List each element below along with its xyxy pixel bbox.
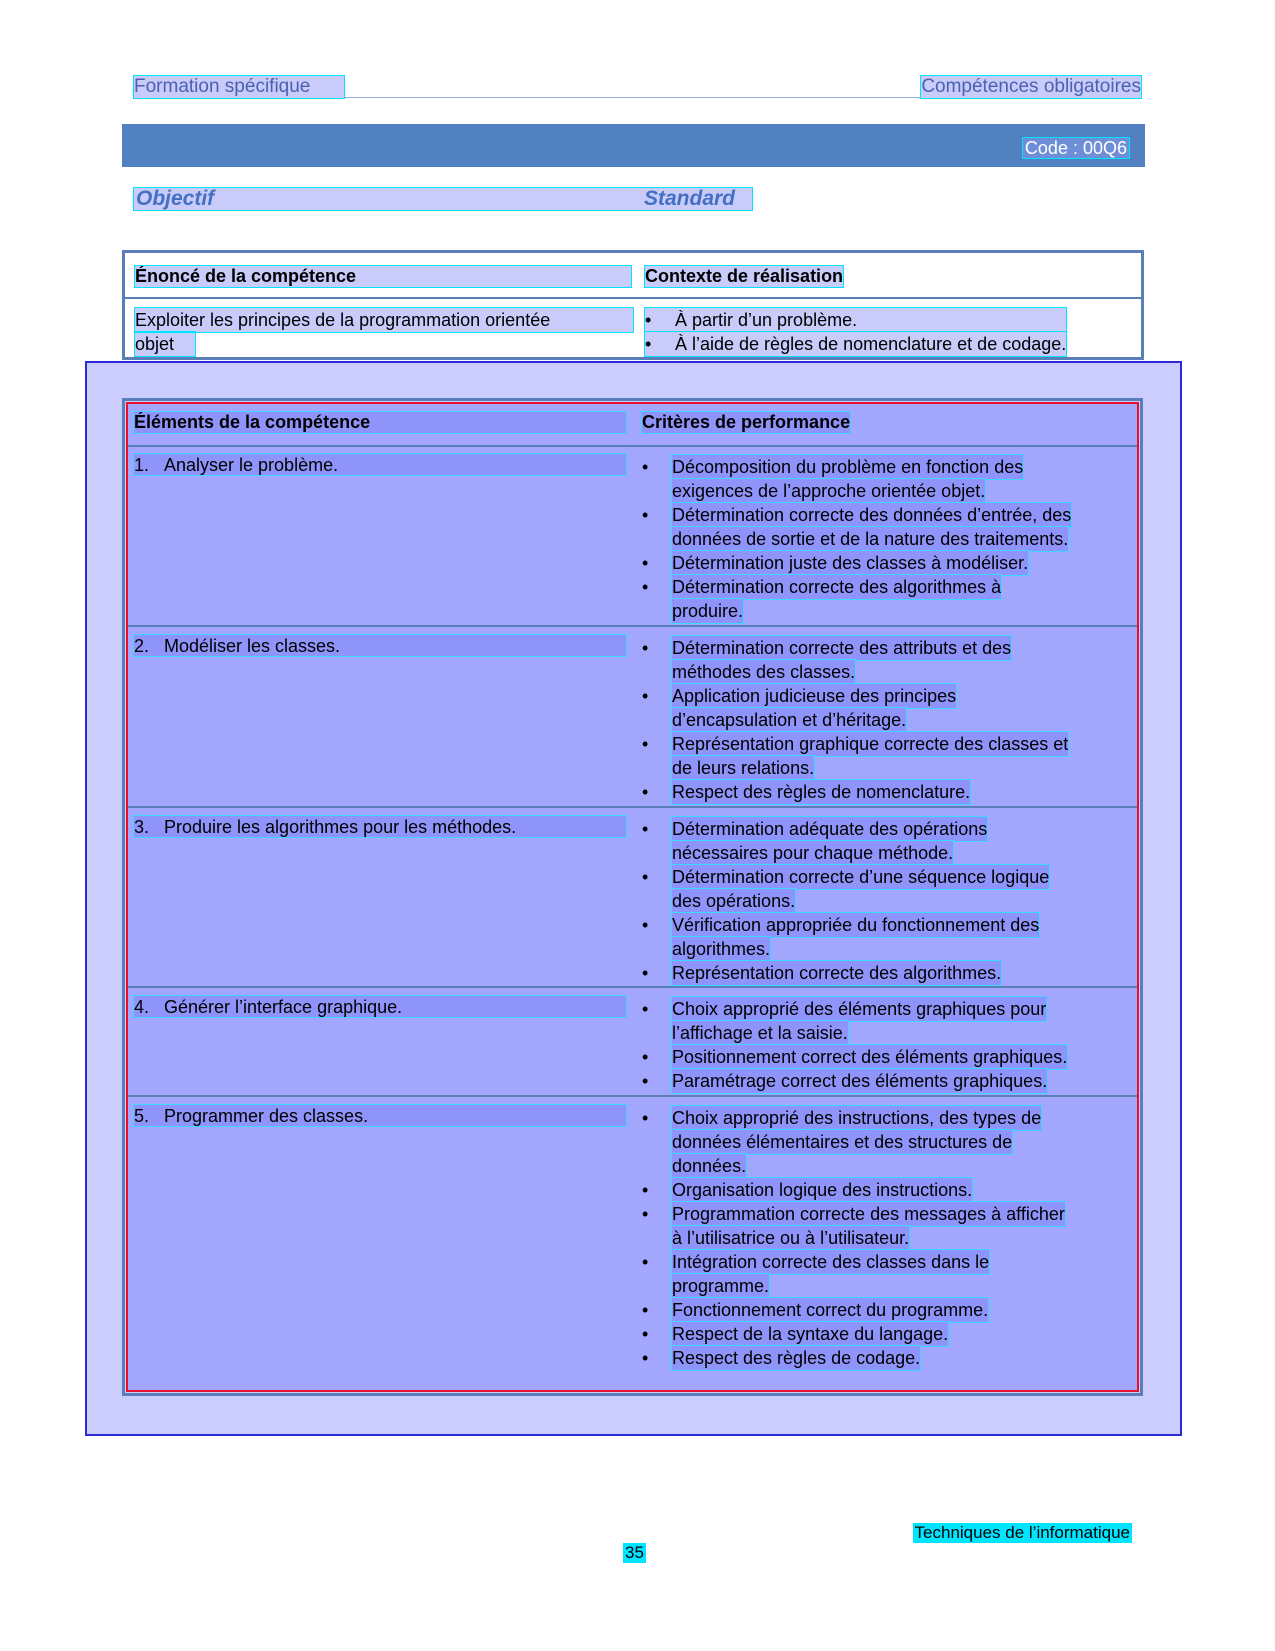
bullet: • xyxy=(642,1204,649,1224)
criteria-header: Critères de performance xyxy=(642,412,851,432)
bullet: • xyxy=(645,310,652,330)
criterion-line: Application judicieuse des principes xyxy=(672,686,957,706)
criterion-item xyxy=(642,503,1126,551)
criterion-line: Détermination correcte des données d’entrée, des xyxy=(672,505,1072,525)
bullet: • xyxy=(642,782,649,802)
bullet: • xyxy=(642,1071,649,1091)
criteria-list xyxy=(642,817,1126,985)
criterion-line: Détermination correcte d’une séquence logique xyxy=(672,867,1050,887)
criterion-item xyxy=(642,551,1126,575)
element-label xyxy=(134,996,626,1017)
criterion-item xyxy=(642,961,1126,985)
contexte-text: À l’aide de règles de nomenclature et de codage. xyxy=(675,334,1067,354)
criterion-item xyxy=(642,1178,1126,1202)
criterion-line: algorithmes. xyxy=(672,939,771,959)
criterion-item xyxy=(642,1250,1126,1298)
bullet: • xyxy=(645,334,652,354)
element-label xyxy=(134,816,626,837)
bullet: • xyxy=(642,457,649,477)
competency-code: Code : 00Q6 xyxy=(1024,138,1127,158)
enonce-table xyxy=(122,250,1144,360)
running-header-right: Compétences obligatoires xyxy=(921,76,1141,97)
criterion-line: Représentation correcte des algorithmes. xyxy=(672,963,1002,983)
element-label xyxy=(134,635,626,656)
criterion-line: Détermination juste des classes à modéliser. xyxy=(672,553,1029,573)
bullet: • xyxy=(642,819,649,839)
bullet: • xyxy=(642,577,649,597)
contexte-item xyxy=(645,308,1066,332)
criteria-list xyxy=(642,636,1126,804)
element-text: Générer l’interface graphique. xyxy=(164,997,403,1017)
criterion-line: Détermination adéquate des opérations xyxy=(672,819,988,839)
criterion-line: Vérification appropriée du fonctionnement des xyxy=(672,915,1040,935)
contexte-item xyxy=(645,332,1066,356)
bullet: • xyxy=(642,963,649,983)
enonce-line: objet xyxy=(135,332,195,356)
standard-heading: Standard xyxy=(644,187,736,210)
criterion-line: Intégration correcte des classes dans le xyxy=(672,1252,990,1272)
criterion-line: Paramétrage correct des éléments graphiques. xyxy=(672,1071,1048,1091)
row-divider xyxy=(128,806,1137,808)
criterion-line: programme. xyxy=(672,1276,770,1296)
criterion-line: à l’utilisatrice ou à l’utilisateur. xyxy=(672,1228,910,1248)
enonce-header: Énoncé de la compétence xyxy=(135,266,631,287)
bullet: • xyxy=(642,1108,649,1128)
criterion-item xyxy=(642,913,1126,961)
enonce-line: Exploiter les principes de la programmation orientée xyxy=(135,308,633,332)
row-divider xyxy=(128,986,1137,988)
criterion-line: Décomposition du problème en fonction des xyxy=(672,457,1024,477)
criterion-item xyxy=(642,455,1126,503)
running-header-left: Formation spécifique xyxy=(134,76,344,98)
criterion-line: données élémentaires et des structures de xyxy=(672,1132,1013,1152)
criterion-item xyxy=(642,1069,1126,1093)
page-number: 35 xyxy=(625,1543,644,1562)
criteria-list xyxy=(642,455,1126,623)
criterion-line: Choix approprié des éléments graphiques pour xyxy=(672,999,1047,1019)
criterion-line: données de sortie et de la nature des traitements. xyxy=(672,529,1069,549)
criterion-item xyxy=(642,817,1126,865)
bullet: • xyxy=(642,638,649,658)
criterion-line: Organisation logique des instructions. xyxy=(672,1180,973,1200)
criterion-item xyxy=(642,865,1126,913)
element-label xyxy=(134,454,626,475)
element-text: Produire les algorithmes pour les méthodes. xyxy=(164,817,517,837)
criterion-item xyxy=(642,997,1126,1045)
criterion-line: Choix approprié des instructions, des types de xyxy=(672,1108,1042,1128)
criterion-item xyxy=(642,684,1126,732)
element-number: 5. xyxy=(134,1106,150,1126)
bullet: • xyxy=(642,686,649,706)
bullet: • xyxy=(642,734,649,754)
element-label xyxy=(134,1105,626,1126)
criteria-list xyxy=(642,997,1126,1093)
criterion-line: Respect de la syntaxe du langage. xyxy=(672,1324,949,1344)
criterion-line: produire. xyxy=(672,601,744,621)
criterion-line: Représentation graphique correcte des classes et xyxy=(672,734,1069,754)
element-text: Programmer des classes. xyxy=(164,1106,369,1126)
criterion-line: exigences de l’approche orientée objet. xyxy=(672,481,986,501)
bullet: • xyxy=(642,1324,649,1344)
row-divider xyxy=(128,1095,1137,1097)
criterion-line: Respect des règles de nomenclature. xyxy=(672,782,971,802)
element-text: Modéliser les classes. xyxy=(164,636,341,656)
bullet: • xyxy=(642,1180,649,1200)
criterion-line: nécessaires pour chaque méthode. xyxy=(672,843,954,863)
bullet: • xyxy=(642,1252,649,1272)
criterion-line: Respect des règles de codage. xyxy=(672,1348,921,1368)
bullet: • xyxy=(642,1047,649,1067)
criterion-item xyxy=(642,780,1126,804)
element-number: 3. xyxy=(134,817,150,837)
element-number: 1. xyxy=(134,455,150,475)
criterion-item xyxy=(642,1298,1126,1322)
criterion-item xyxy=(642,636,1126,684)
criterion-line: Détermination correcte des attributs et des xyxy=(672,638,1012,658)
bullet: • xyxy=(642,867,649,887)
criterion-line: Programmation correcte des messages à afficher xyxy=(672,1204,1065,1224)
header-divider xyxy=(128,445,1137,447)
contexte-header: Contexte de réalisation xyxy=(645,266,844,286)
criteria-list xyxy=(642,1106,1126,1370)
criterion-line: l’affichage et la saisie. xyxy=(672,1023,848,1043)
enonce-text xyxy=(135,308,633,356)
criterion-item xyxy=(642,1322,1126,1346)
element-text: Analyser le problème. xyxy=(164,455,339,475)
table-divider xyxy=(125,297,1141,299)
criterion-line: d’encapsulation et d’héritage. xyxy=(672,710,907,730)
bullet: • xyxy=(642,1300,649,1320)
elements-header: Éléments de la compétence xyxy=(134,412,626,433)
criterion-line: des opérations. xyxy=(672,891,796,911)
criterion-line: Fonctionnement correct du programme. xyxy=(672,1300,989,1320)
bullet: • xyxy=(642,505,649,525)
title-bar xyxy=(122,124,1145,167)
bullet: • xyxy=(642,553,649,573)
row-divider xyxy=(128,625,1137,627)
criterion-item xyxy=(642,1346,1126,1370)
bullet: • xyxy=(642,915,649,935)
criterion-item xyxy=(642,575,1126,623)
bullet: • xyxy=(642,999,649,1019)
criterion-line: Détermination correcte des algorithmes à xyxy=(672,577,1002,597)
criterion-item xyxy=(642,1045,1126,1069)
criterion-line: données. xyxy=(672,1156,747,1176)
element-number: 4. xyxy=(134,997,150,1017)
criterion-line: de leurs relations. xyxy=(672,758,815,778)
objectif-heading: Objectif xyxy=(136,187,215,210)
element-number: 2. xyxy=(134,636,150,656)
criterion-line: méthodes des classes. xyxy=(672,662,856,682)
elements-table xyxy=(126,402,1139,1392)
contexte-list xyxy=(645,308,1066,356)
bullet: • xyxy=(642,1348,649,1368)
criterion-item xyxy=(642,1202,1126,1250)
contexte-text: À partir d’un problème. xyxy=(675,310,858,330)
criterion-line: Positionnement correct des éléments graphiques. xyxy=(672,1047,1068,1067)
criterion-item xyxy=(642,1106,1126,1178)
criterion-item xyxy=(642,732,1126,780)
footer-program: Techniques de l’informatique xyxy=(914,1523,1130,1542)
